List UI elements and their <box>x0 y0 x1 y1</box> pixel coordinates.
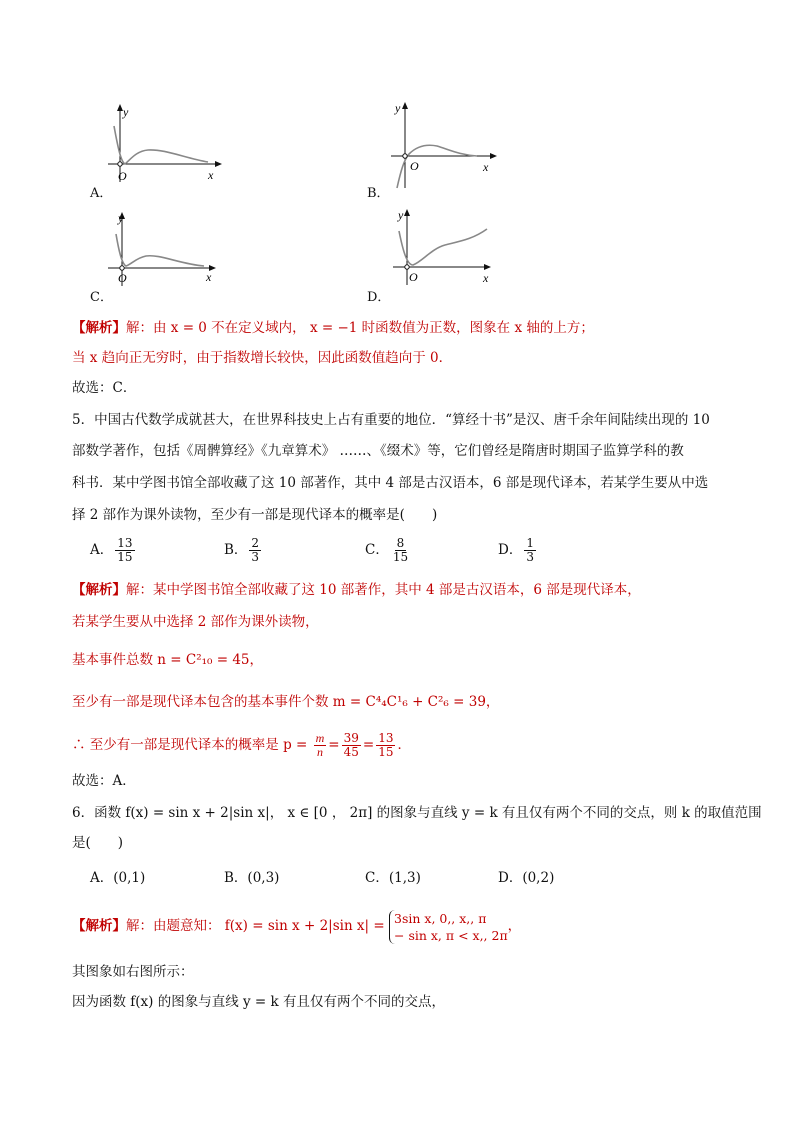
q5-option-a-label: A． <box>90 542 114 558</box>
q6-option-a[interactable] <box>90 866 145 886</box>
q5-option-c-num: 8 <box>396 536 405 550</box>
q5-analysis-line5-prefix: ∴ 至少有一部是现代译本的概率是 p = <box>72 737 308 753</box>
graph-d-origin-label: O <box>409 270 418 284</box>
q5-frac3-num: 13 <box>378 731 394 745</box>
q5-option-b-den: 3 <box>251 550 260 564</box>
q6-analysis-line1-suffix: ， <box>507 918 522 934</box>
q5-option-a-num: 13 <box>117 536 133 550</box>
q5-analysis-line3: 基本事件总数 n = C²₁₀ = 45， <box>72 652 264 668</box>
graph-b <box>385 98 500 193</box>
graph-b-x-label: x <box>483 160 489 174</box>
q5-option-a[interactable] <box>90 537 137 564</box>
graph-a-x-label: x <box>208 168 214 182</box>
q6-option-d[interactable] <box>498 866 554 886</box>
q4-analysis-line2: 当 x 趋向正无穷时，由于指数增长较快，因此函数值趋向于 0． <box>72 350 453 366</box>
curve-c <box>116 234 204 266</box>
q4-analysis-text1: 解：由 x = 0 不在定义域内， x = −1 时函数值为正数，图象在 x 轴的上方； <box>126 320 594 336</box>
graph-c-x-label: x <box>206 270 212 284</box>
q5-answer: 故选：A． <box>72 773 136 789</box>
q6-option-b[interactable] <box>224 866 279 886</box>
q5-analysis-line2: 若某学生要从中选择 2 部作为课外读物， <box>72 614 319 630</box>
q5-stem-line4: 择 2 部作为课外读物，至少有一部是现代译本的概率是( ) <box>72 507 438 523</box>
q5-frac2-den: 45 <box>343 745 359 759</box>
q5-analysis-line4: 至少有一部是现代译本包含的基本事件个数 m = C⁴₄C¹₆ + C²₆ = 39， <box>72 694 500 710</box>
graph-c-option: C． <box>90 290 113 305</box>
q6-option-d-value: (0,2) <box>522 870 555 886</box>
q5-option-b-label: B． <box>224 542 248 558</box>
q5-option-a-den: 15 <box>117 550 133 564</box>
graph-c-y-label: y <box>118 211 124 225</box>
q6-option-a-label: A． <box>90 870 114 886</box>
graph-b-y-label: y <box>395 101 401 115</box>
q5-analysis-line5: ∴ 至少有一部是现代译本的概率是 p = $\frac{m}{n}$ = $\frac{39}{45}$ = $\frac{13}{15}$ ． <box>72 731 411 759</box>
curve-a <box>114 126 208 164</box>
curve-b <box>397 145 477 188</box>
graph-c-origin-label: O <box>118 271 127 285</box>
q6-option-a-value: (0,1) <box>113 870 146 886</box>
q6-analysis-line1-prefix: 解：由题意知： f(x) = sin x + 2|sin x| = <box>126 918 385 934</box>
q6-option-c[interactable] <box>365 866 421 886</box>
graph-c <box>100 208 225 288</box>
q5-analysis-tag: 【解析】 <box>72 582 126 598</box>
q6-option-b-value: (0,3) <box>247 870 280 886</box>
graph-b-option: B． <box>367 186 390 201</box>
q6-option-b-label: B． <box>224 870 248 886</box>
q5-option-d-num: 1 <box>526 536 534 550</box>
q5-stem-line2: 部数学著作，包括《周髀算经》《九章算术》 ……、《缀术》等，它们曾经是隋唐时期国子监算学科的教 <box>72 443 684 459</box>
graph-d-y-label: y <box>398 208 404 222</box>
q5-frac2-num: 39 <box>343 731 359 745</box>
q6-analysis-line1 <box>72 906 521 946</box>
q5-option-b-num: 2 <box>251 536 260 550</box>
q5-option-d-den: 3 <box>526 550 534 564</box>
q6-option-c-label: C． <box>365 870 389 886</box>
q6-stem-line1: 6．函数 f(x) = sin x + 2|sin x|， x ∈ [0 ， 2π] 的图象与直线 y = k 有且仅有两个不同的交点，则 k 的取值范围 <box>72 805 762 821</box>
q5-stem-line1: 5．中国古代数学成就甚大，在世界科技史上占有重要的地位．“算经十书”是汉、唐千余年间陆续出现的 10 <box>72 412 710 428</box>
q6-analysis-line3: 因为函数 f(x) 的图象与直线 y = k 有且仅有两个不同的交点， <box>72 994 446 1010</box>
q6-option-d-label: D． <box>498 870 523 886</box>
q6-option-c-value: (1,3) <box>388 870 421 886</box>
q4-answer: 故选：C． <box>72 380 137 396</box>
q5-option-b[interactable] <box>224 537 263 564</box>
q5-frac1-num: m <box>315 731 325 745</box>
q5-frac1-den: n <box>316 745 323 759</box>
curve-d <box>399 229 487 265</box>
q6-case1: 3sin x, 0,, x,, π <box>394 910 487 926</box>
q4-analysis-tag: 【解析】 <box>72 320 126 336</box>
q6-case2: − sin x, π < x,, 2π <box>394 927 508 943</box>
graph-a-option: A． <box>90 186 113 201</box>
q5-stem-line3: 科书．某中学图书馆全部收藏了这 10 部著作，其中 4 部是古汉语本，6 部是现代译本，若某学生要从中选 <box>72 475 709 491</box>
graph-a <box>100 100 230 190</box>
q6-analysis-tag: 【解析】 <box>72 918 126 934</box>
q5-option-c-label: C． <box>365 542 389 558</box>
q5-option-c[interactable] <box>365 537 412 564</box>
graph-d <box>385 205 500 290</box>
graph-d-x-label: x <box>483 271 489 285</box>
graph-b-origin-label: O <box>410 159 419 173</box>
q5-analysis-text1: 解：某中学图书馆全部收藏了这 10 部著作，其中 4 部是古汉语本，6 部是现代译本， <box>126 582 641 598</box>
graph-a-y-label: y <box>123 105 129 119</box>
q5-option-c-den: 15 <box>392 550 409 564</box>
graph-d-option: D． <box>367 290 391 305</box>
q5-option-d[interactable] <box>498 537 538 564</box>
q5-frac3-den: 15 <box>378 745 394 759</box>
q5-option-d-label: D． <box>498 542 523 558</box>
q6-stem-line2: 是( ) <box>72 835 124 851</box>
graph-a-origin-label: O <box>118 169 127 183</box>
q6-analysis-line2: 其图象如右图所示： <box>72 964 194 980</box>
q4-analysis-line1 <box>72 318 594 338</box>
q5-analysis-line1 <box>72 580 641 600</box>
q6-piecewise <box>389 910 508 944</box>
